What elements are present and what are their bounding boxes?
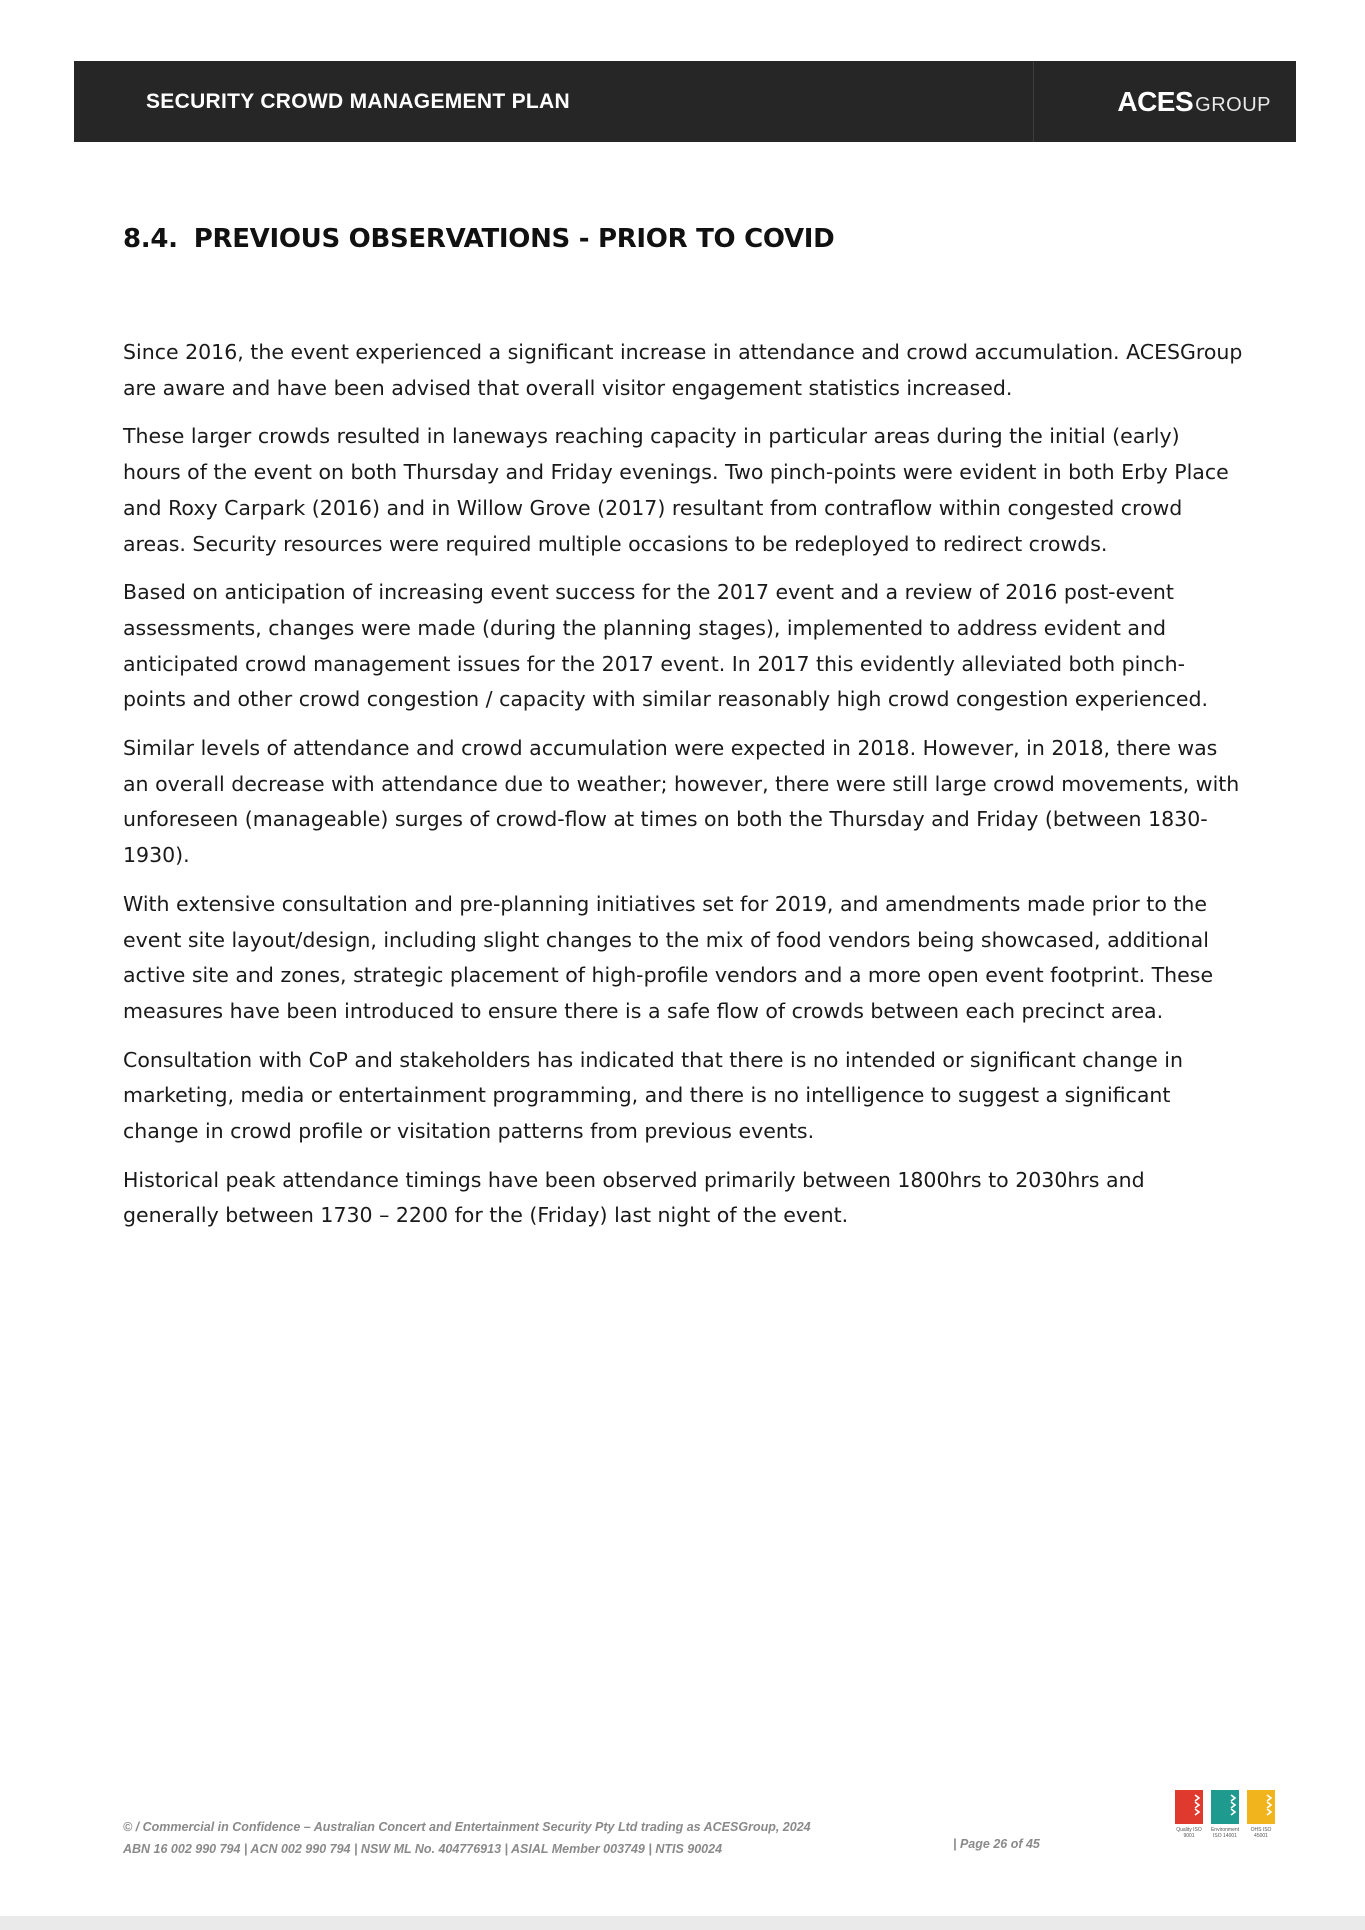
paragraph: These larger crowds resulted in laneways reaching capacity in particular areas during the initial (early) hours of the event on both Thursday and Friday evenings. Two pinch-points were evident in both Erby Place and Roxy Carpark (2016) and in Willow Grove (2017) resultant from contraflow within congested crowd areas. Security resources were required multiple occasions to be redeployed to redirect crowds. [123, 424, 1229, 556]
environment-cert-icon [1211, 1790, 1239, 1824]
section-heading [123, 224, 834, 254]
footer-copyright: © / Commercial in Confidence – Australian Concert and Entertainment Security Pty Ltd trading as ACESGroup, 2024 [123, 1820, 811, 1834]
cert-quality [1174, 1790, 1204, 1848]
cert-ohs [1246, 1790, 1276, 1848]
ohs-cert-icon [1247, 1790, 1275, 1824]
paragraph: Since 2016, the event experienced a significant increase in attendance and crowd accumulation. ACESGroup are aware and have been advised that overall visitor engagement statistics increased. [123, 340, 1243, 400]
page-footer [123, 1816, 1303, 1860]
body-text [123, 335, 1243, 1247]
cert-environment [1210, 1790, 1240, 1848]
section-number: 8.4. [123, 224, 178, 254]
paragraph: Based on anticipation of increasing event success for the 2017 event and a review of 2016 post-event assessments, changes were made (during the planning stages), implemented to address evident and anticipated crowd management issues for the 2017 event. In 2017 this evidently alleviated both pinch-points and other crowd congestion / capacity with similar reasonably high crowd congestion experienced. [123, 580, 1209, 712]
paragraph: Consultation with CoP and stakeholders has indicated that there is no intended or significant change in marketing, media or entertainment programming, and there is no intelligence to suggest a significant change in crowd profile or visitation patterns from previous events. [123, 1047, 1183, 1144]
cert-caption: OHS ISO 45001 [1250, 1827, 1272, 1839]
viewer-bottom-edge [0, 1916, 1365, 1930]
paragraph: Historical peak attendance timings have been observed primarily between 1800hrs to 2030hrs and generally between 1730 – 2200 for the (Friday) last night of the event. [123, 1167, 1145, 1228]
section-title: PREVIOUS OBSERVATIONS - PRIOR TO COVID [193, 224, 835, 254]
cert-caption: Quality ISO 9001 [1176, 1827, 1202, 1839]
certification-logos [1174, 1790, 1282, 1848]
paragraph: With extensive consultation and pre-planning initiatives set for 2019, and amendments made prior to the event site layout/design, including slight changes to the mix of food vendors being showcased, additional active site and zones, strategic placement of high-profile vendors and a more open event footprint. These measures have been introduced to ensure there is a safe flow of crowds between each precinct area. [123, 891, 1214, 1023]
page-number: | Page 26 of 45 [953, 1837, 1040, 1851]
cert-caption: Environment ISO 14001 [1210, 1827, 1240, 1839]
quality-cert-icon [1175, 1790, 1203, 1824]
header-divider [1033, 61, 1034, 142]
document-title: SECURITY CROWD MANAGEMENT PLAN [146, 90, 570, 113]
footer-registration: ABN 16 002 990 794 | ACN 002 990 794 | NSW ML No. 404776913 | ASIAL Member 003749 | NTIS 90024 [123, 1842, 723, 1856]
aces-group-logo [1117, 61, 1271, 142]
logo-bold-text: ACES [1117, 86, 1194, 117]
paragraph: Similar levels of attendance and crowd accumulation were expected in 2018. However, in 2018, there was an overall decrease with attendance due to weather; however, there were still large crowd movements, with unforeseen (manageable) surges of crowd-flow at times on both the Thursday and Friday (between 1830-1930). [123, 736, 1240, 868]
page-header [74, 61, 1296, 142]
logo-light-text: GROUP [1195, 94, 1271, 116]
